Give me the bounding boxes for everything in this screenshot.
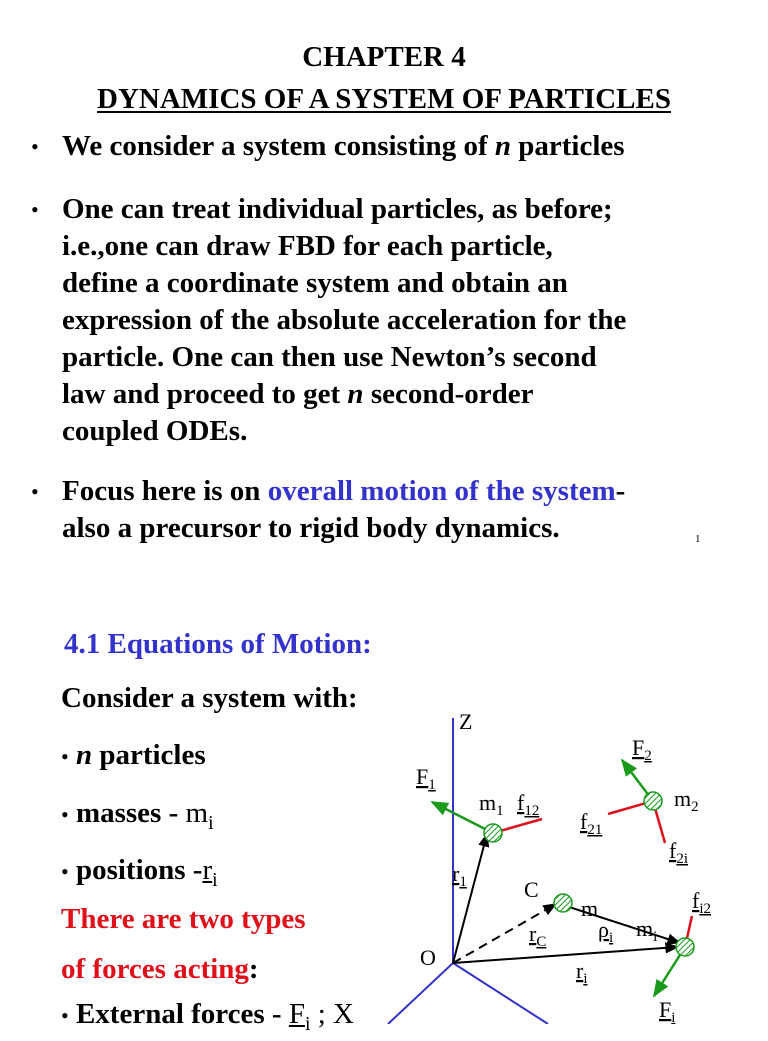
particle-m1	[484, 824, 502, 842]
label-C: C	[524, 877, 539, 902]
label-f12: $f_{12}$	[517, 790, 540, 819]
bullet-dot: •	[31, 479, 39, 504]
bullet-2-line: coupled ODEs.	[62, 415, 248, 447]
label-rC: $r_C$	[529, 921, 547, 950]
particles-n: n	[75, 739, 93, 771]
bullet-dot: •	[31, 134, 39, 159]
label-Z: Z	[459, 709, 473, 734]
chapter-heading: CHAPTER 4	[302, 41, 466, 73]
bullet-2-line: particle. One can then use Newton’s second	[62, 341, 597, 373]
particle-mi	[676, 938, 694, 956]
x-axis	[388, 963, 453, 1024]
external-subscript: i	[304, 1012, 311, 1035]
bullet-dot: •	[61, 1003, 69, 1028]
bullet-2-line6-b: second-order	[363, 378, 534, 410]
positions-subscript: i	[212, 868, 218, 891]
particle-m2	[644, 792, 662, 810]
mass-center-c	[554, 894, 572, 912]
label-ri: $r_i$	[576, 958, 588, 987]
two-types-colon: :	[248, 953, 259, 985]
external-symbol: F	[288, 998, 305, 1030]
consider-text: Consider a system with:	[61, 682, 358, 714]
bullet-2-n: n	[347, 378, 364, 410]
label-m2: $m_2$	[674, 786, 699, 815]
bullet-2-line: One can treat individual particles, as before;	[62, 193, 613, 225]
external-label: External forces -	[75, 998, 289, 1030]
two-types-line1: There are two types	[61, 903, 306, 935]
bullet-dot: •	[61, 744, 69, 769]
positions-label: positions -	[75, 854, 203, 886]
label-r1: $r_1$	[452, 861, 467, 890]
external-tail: ; X	[310, 998, 354, 1030]
label-mi: $m_i$	[636, 916, 658, 945]
bullet-3-highlight: overall motion of the system	[267, 475, 616, 507]
label-fi2: $f_{i2}$	[692, 888, 711, 917]
label-m: m	[581, 896, 599, 921]
label-m1: $m_1$	[479, 790, 504, 819]
bullet-3-text-a: Focus here is on	[62, 475, 268, 507]
label-Fi: $F_i$	[659, 997, 676, 1024]
positions-symbol: r	[202, 854, 213, 886]
particles-label: particles	[92, 739, 206, 771]
two-types-red: of forces acting	[61, 953, 249, 985]
chapter-title-text: DYNAMICS OF A SYSTEM OF PARTICLES	[97, 83, 671, 115]
ri-vector	[453, 947, 678, 963]
bullet-2-line: expression of the absolute acceleration for the	[62, 304, 627, 336]
page-number: 1	[695, 533, 701, 545]
masses-subscript: i	[208, 811, 214, 834]
bullet-dot: •	[31, 197, 39, 222]
bullet-1-text-a: We consider a system consisting of	[62, 130, 495, 162]
bullet-dot: •	[61, 859, 69, 884]
label-F1: $F_1$	[416, 764, 436, 793]
bullet-1-n: n	[494, 130, 511, 162]
label-rho: $\rho_i$	[598, 917, 614, 946]
bullet-1-text-b: particles	[511, 130, 625, 162]
section-heading: 4.1 Equations of Motion:	[64, 628, 372, 660]
bullet-2-line6-a: law and proceed to get	[62, 378, 348, 410]
label-F2: $F_2$	[632, 735, 652, 764]
r1-vector	[453, 834, 487, 963]
masses-symbol: m	[185, 797, 209, 829]
bullet-3-line2: also a precursor to rigid body dynamics.	[62, 512, 560, 544]
bullet-2-line: define a coordinate system and obtain an	[62, 267, 568, 299]
bullet-dot: •	[61, 802, 69, 827]
label-f21: $f_{21}$	[580, 809, 603, 838]
bullet-2-line: i.e.,one can draw FBD for each particle,	[62, 230, 553, 262]
masses-label: masses -	[75, 797, 186, 829]
label-O: O	[420, 945, 436, 970]
bullet-3-dash: -	[615, 475, 626, 507]
y-axis	[453, 963, 548, 1024]
label-f2i: $f_{2i}$	[669, 838, 688, 867]
